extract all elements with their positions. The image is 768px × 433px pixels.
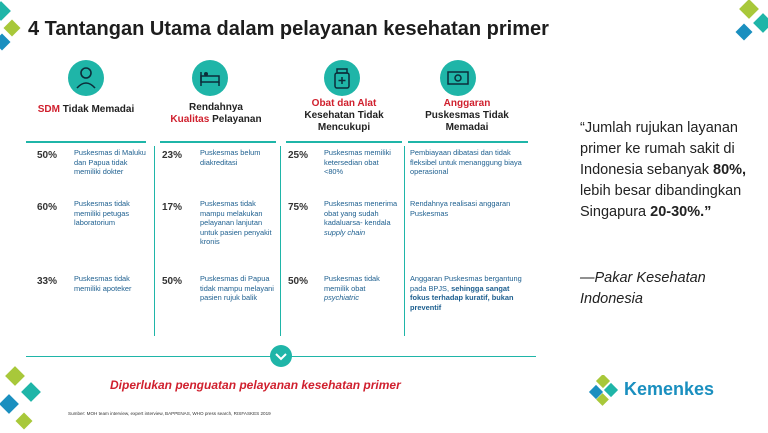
stat-description: Puskesmas di Papua tidak mampu melayani pasien rujuk balik — [200, 274, 274, 302]
stat-percent: 50% — [162, 276, 183, 287]
stat-percent: 50% — [288, 276, 309, 287]
column-underline — [408, 141, 528, 143]
stat-description: Puskesmas menerima obat yang sudah kadaluarsa- kendala supply chain — [324, 199, 398, 237]
column-header-anggaran: Anggaran Puskesmas Tidak Memadai — [425, 98, 509, 133]
column-divider — [404, 146, 405, 336]
stat-description: Rendahnya realisasi anggaran Puskesmas — [410, 199, 511, 218]
hospital-bed-icon — [192, 60, 228, 96]
corner-logo-top-right — [728, 0, 768, 50]
stat-description: Puskesmas belum diakreditasi — [200, 148, 261, 167]
doctor-icon — [68, 60, 104, 96]
stat-description: Anggaran Puskesmas bergantung pada BPJS, sehingga sangat fokus terhadap kuratif, bukan preventif — [410, 274, 522, 312]
kemenkes-logo-icon — [588, 375, 620, 407]
column-header-obat: Obat dan Alat Kesehatan Tidak Mencukupi — [304, 98, 384, 133]
stat-description: Puskesmas tidak memilik obat psychiatric — [324, 274, 380, 302]
stat-description: Puskesmas memiliki ketersedian obat <80% — [324, 148, 391, 176]
column-underline — [160, 141, 276, 143]
stat-description: Puskesmas tidak memiliki apoteker — [74, 274, 132, 293]
stat-percent: 23% — [162, 150, 183, 161]
corner-logo-bottom-left — [0, 363, 50, 433]
money-icon — [440, 60, 476, 96]
quote-text: “Jumlah rujukan layanan primer ke rumah sakit di Indonesia sebanyak 80%, lebih besar dibandingkan Singapura 20-30%.” — [580, 120, 747, 220]
source-note: Sumber: MOH team interview, expert interview, BAPPENAS, WHO press search, RISFASKES 2019 — [68, 411, 271, 416]
stat-description: Puskesmas di Maluku dan Papua tidak memiliki dokter — [74, 148, 146, 176]
column-header-kualitas: Rendahnya Kualitas Pelayanan — [170, 102, 262, 125]
bottom-message: Diperlukan penguatan pelayanan kesehatan primer — [110, 378, 401, 392]
column-underline — [26, 141, 146, 143]
stat-description: Puskesmas tidak mampu melakukan pelayanan lanjutan untuk pasien penyakit kronis — [200, 199, 272, 246]
column-divider — [280, 146, 281, 336]
stat-percent: 60% — [37, 202, 58, 213]
kemenkes-logo — [588, 375, 715, 412]
stat-percent: 50% — [37, 150, 58, 161]
stat-percent: 33% — [37, 276, 58, 287]
column-underline — [286, 141, 402, 143]
slide-title: 4 Tantangan Utama dalam pelayanan kesehatan primer — [28, 18, 549, 40]
stat-percent: 75% — [288, 202, 309, 213]
chevron-down-icon[interactable] — [270, 345, 292, 367]
quote-source: —Pakar Kesehatan Indonesia — [580, 270, 706, 307]
stat-percent: 17% — [162, 202, 183, 213]
medicine-bottle-icon — [324, 60, 360, 96]
column-divider — [154, 146, 155, 336]
stat-percent: 25% — [288, 150, 309, 161]
stat-description: Puskesmas tidak memiliki petugas laboratorium — [74, 199, 130, 227]
column-header-sdm: SDM Tidak Memadai — [37, 104, 135, 115]
stat-description: Pembiayaan dibatasi dan tidak fleksibel untuk menanggung biaya operasional — [410, 148, 522, 176]
brand-name: Kemenkes — [624, 379, 715, 399]
